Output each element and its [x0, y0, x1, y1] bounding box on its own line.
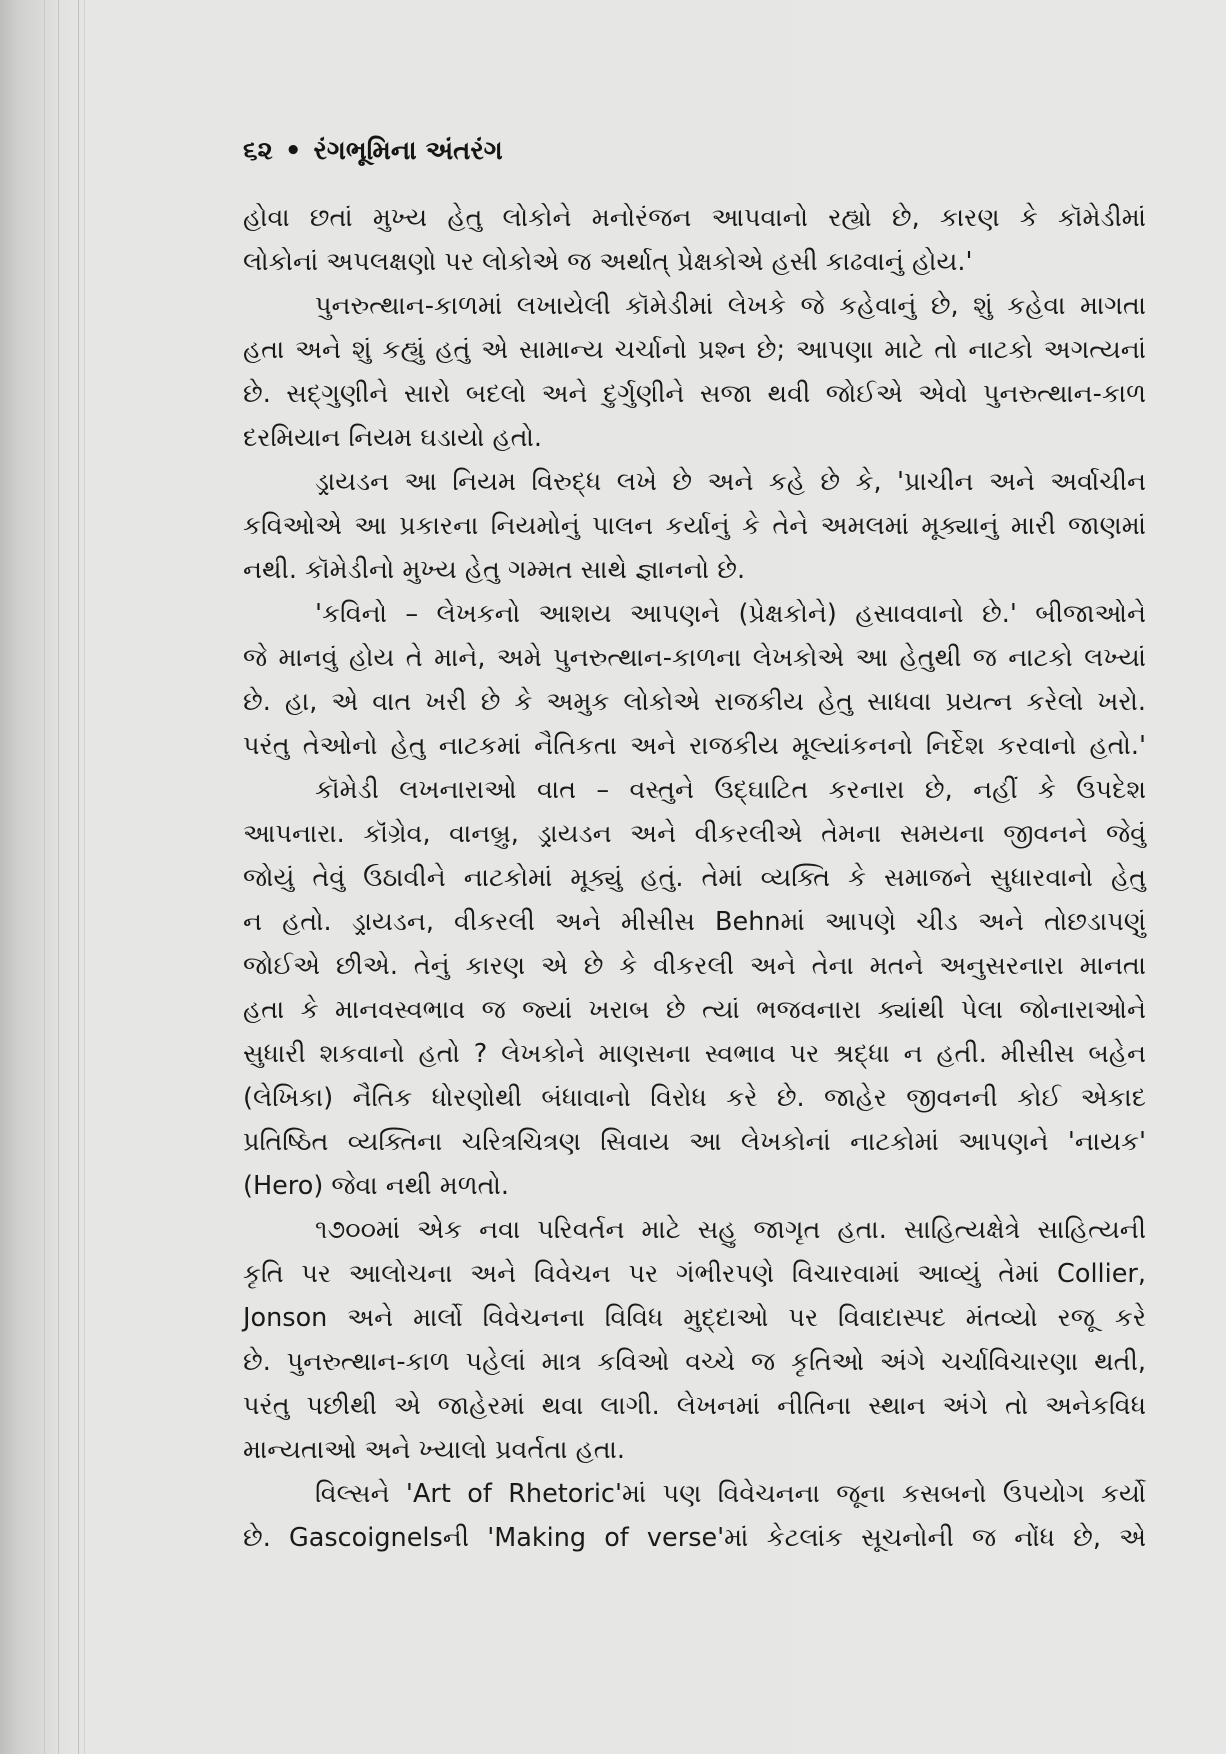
text-line: પરંતુ તેઓનો હેતુ નાટકમાં નૈતિકતા અને રાજકીય મૂલ્યાંકનનો નિર્દેશ કરવાનો હતો.' [243, 731, 1146, 761]
page-edge-line [44, 0, 45, 1754]
text-line: (લેખિકા) નૈતિક ધોરણોથી બંધાવાનો વિરોધ કરે છે. જાહેર જીવનની કોઈ એકાદ [243, 1083, 1146, 1113]
text-line: હતા અને શું કહ્યું હતું એ સામાન્ય ચર્ચાનો પ્રશ્ન છે; આપણા માટે તો નાટકો અગત્યનાં [243, 335, 1146, 365]
text-line: કવિઓએ આ પ્રકારના નિયમોનું પાલન કર્યાનું કે તેને અમલમાં મૂક્યાનું મારી જાણમાં [243, 511, 1146, 541]
text-line: પરંતુ પછીથી એ જાહેરમાં થવા લાગી. લેખનમાં નીતિના સ્થાન અંગે તો અનેકવિધ [243, 1391, 1146, 1421]
text-line: માન્યતાઓ અને ખ્યાલો પ્રવર્તતા હતા. [243, 1435, 625, 1465]
text-line: આપનારા. કૉંગ્રેવ, વાનબ્રુ, ડ્રાયડન અને વીકરલીએ તેમના સમયના જીવનને જેવું [243, 819, 1146, 849]
text-line: લોકોનાં અપલક્ષણો પર લોકોએ જ અર્થાત્ પ્રેક્ષકોએ હસી કાઢવાનું હોય.' [243, 247, 973, 277]
text-line: છે. હા, એ વાત ખરી છે કે અમુક લોકોએ રાજકીય હેતુ સાધવા પ્રયત્ન કરેલો ખરો. [243, 687, 1146, 717]
text-line: દરમિયાન નિયમ ઘડાયો હતો. [243, 423, 542, 453]
text-line: (Hero) જેવા નથી મળતો. [243, 1171, 509, 1201]
text-line: જોઈએ છીએ. તેનું કારણ એ છે કે વીકરલી અને તેના મતને અનુસરનારા માનતા [243, 951, 1146, 981]
page-edge-line [58, 0, 59, 1754]
text-line: વિલ્સને 'Art of Rhetoric'માં પણ વિવેચનના જૂના કસબનો ઉપયોગ કર્યો [315, 1479, 1146, 1509]
text-line: પુનરુત્થાન-કાળમાં લખાયેલી કૉમેડીમાં લેખકે જે કહેવાનું છે, શું કહેવા માગતા [315, 291, 1146, 321]
text-line: નથી. કૉમેડીનો મુખ્ય હેતુ ગમ્મત સાથે જ્ઞાનનો છે. [243, 555, 746, 585]
text-line: સુધારી શકવાનો હતો ? લેખકોને માણસના સ્વભાવ પર શ્રદ્ધા ન હતી. મીસીસ બહેન [243, 1039, 1146, 1069]
text-line: ૧૭૦૦માં એક નવા પરિવર્તન માટે સહુ જાગૃત હતા. સાહિત્યક્ષેત્રે સાહિત્યની [315, 1215, 1146, 1245]
text-line: ન હતો. ડ્રાયડન, વીકરલી અને મીસીસ Behnમાં આપણે ચીડ અને તોછડાપણું [243, 907, 1146, 937]
text-line: ડ્રાયડન આ નિયમ વિરુદ્ધ લખે છે અને કહે છે કે, 'પ્રાચીન અને અર્વાચીન [315, 467, 1146, 497]
text-line: જોયું તેવું ઉઠાવીને નાટકોમાં મૂક્યું હતું. તેમાં વ્યક્તિ કે સમાજને સુધારવાનો હેતુ [243, 863, 1146, 893]
text-line: હોવા છતાં મુખ્ય હેતુ લોકોને મનોરંજન આપવાનો રહ્યો છે, કારણ કે કૉમેડીમાં [243, 203, 1146, 233]
text-line: જે માનવું હોય તે માને, અમે પુનરુત્થાન-કાળના લેખકોએ આ હેતુથી જ નાટકો લખ્યાં [243, 643, 1146, 673]
text-line: કૉમેડી લખનારાઓ વાત – વસ્તુને ઉદ્ઘાટિત કરનારા છે, નહીં કે ઉપદેશ [315, 775, 1146, 805]
body-text [243, 196, 1146, 1560]
text-line: કૃતિ પર આલોચના અને વિવેચન પર ગંભીરપણે વિચારવામાં આવ્યું તેમાં Collier, [243, 1259, 1146, 1289]
page-edge-line [84, 0, 85, 1754]
text-line: છે. Gascoignelsની 'Making of verse'માં કેટલાંક સૂચનોની જ નોંધ છે, એ [243, 1523, 1146, 1553]
text-line: છે. પુનરુત્થાન-કાળ પહેલાં માત્ર કવિઓ વચ્ચે જ કૃતિઓ અંગે ચર્ચાવિચારણા થતી, [243, 1347, 1146, 1377]
text-line: પ્રતિષ્ઠિત વ્યક્તિના ચરિત્રચિત્રણ સિવાય આ લેખકોનાં નાટકોમાં આપણને 'નાયક' [243, 1127, 1146, 1157]
text-line: 'કવિનો – લેખકનો આશય આપણને (પ્રેક્ષકોને) હસાવવાનો છે.' બીજાઓને [315, 599, 1146, 629]
page-number: ૬૨ [243, 136, 273, 166]
text-line: Jonson અને માર્લો વિવેચનના વિવિધ મુદ્દાઓ પર વિવાદાસ્પદ મંતવ્યો રજૂ કરે [243, 1303, 1146, 1333]
text-line: છે. સદ્ગુણીને સારો બદલો અને દુર્ગુણીને સજા થવી જોઈએ એવો પુનરુત્થાન-કાળ [243, 379, 1146, 409]
running-title: રંગભૂમિના અંતરંગ [313, 136, 503, 166]
running-header [243, 136, 503, 167]
header-separator: • [284, 136, 302, 166]
page-edge-line [78, 0, 79, 1754]
text-line: હતા કે માનવસ્વભાવ જ જ્યાં ખરાબ છે ત્યાં ભજવનારા ક્યાંથી પેલા જોનારાઓને [243, 995, 1146, 1025]
